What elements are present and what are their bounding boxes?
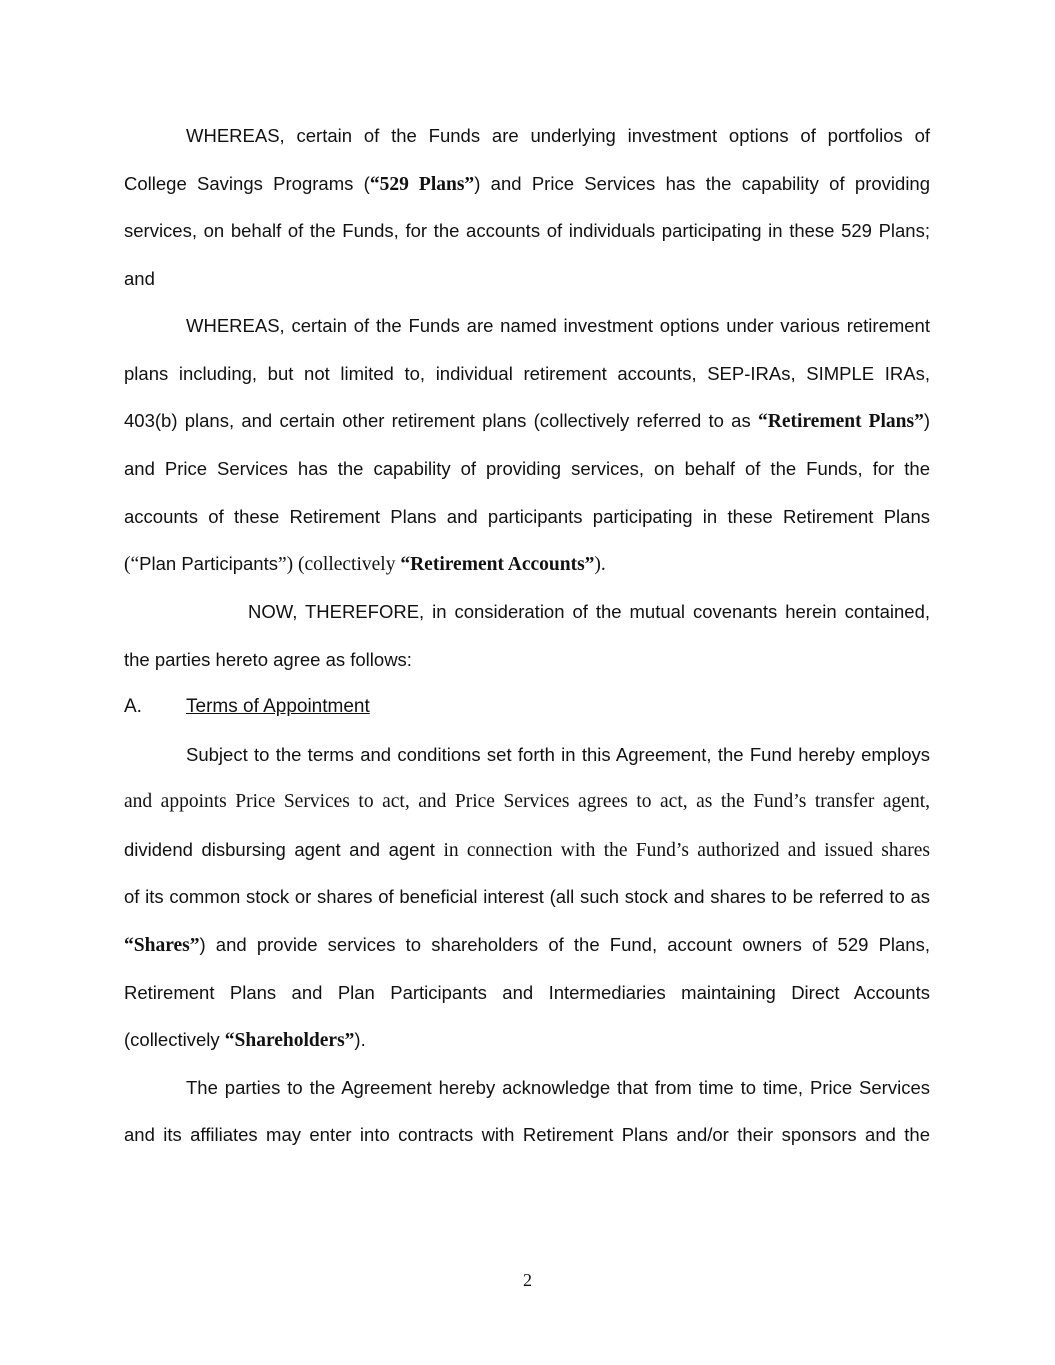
paragraph-3-line-1: NOW, THEREFORE, in consideration of the mutual covenants herein contained, — [248, 601, 930, 622]
paragraph-5-line-2: and its affiliates may enter into contracts with Retirement Plans and/or their sponsors and the — [124, 1124, 930, 1145]
text-segment: ) and provide services to shareholders of the Fund, account owners of 529 Plans, — [199, 934, 930, 955]
text-segment: ) and Price Services has the capability of providing — [474, 173, 931, 194]
section-a-title: Terms of Appointment — [186, 696, 370, 717]
paragraph-1-line-1: WHEREAS, certain of the Funds are underlying investment options of portfolios of — [186, 125, 930, 146]
text-segment: 403(b) plans, and certain other retirement plans (collectively referred to as — [124, 410, 758, 431]
paragraph-4-line-1: Subject to the terms and conditions set forth in this Agreement, the Fund hereby employs — [186, 744, 930, 765]
text-segment: ). — [594, 554, 606, 575]
paragraph-1-line-3: services, on behalf of the Funds, for the accounts of individuals participating in these 529 Plans; — [124, 220, 930, 241]
paragraph-2-line-4: and Price Services has the capability of providing services, on behalf of the Funds, for the — [124, 458, 930, 479]
text-segment: (collectively — [124, 1029, 225, 1050]
paragraph-2-line-3 — [124, 406, 930, 436]
defined-term-retirement-plans: “Retirement Plans” — [757, 411, 924, 432]
defined-term-shareholders: “Shareholders” — [224, 1030, 355, 1051]
paragraph-5-line-1: The parties to the Agreement hereby acknowledge that from time to time, Price Services — [186, 1077, 930, 1098]
text-segment: ). — [354, 1029, 366, 1050]
text-segment: ”) (collectively — [277, 554, 401, 575]
paragraph-4-line-6: Retirement Plans and Plan Participants and Intermediaries maintaining Direct Accounts — [124, 982, 930, 1003]
section-a-letter: A. — [124, 696, 142, 717]
paragraph-2-line-2: plans including, but not limited to, individual retirement accounts, SEP-IRAs, SIMPLE IRAs, — [124, 363, 930, 384]
text-segment: in connection with the Fund’s authorized and issued shares — [443, 840, 930, 861]
text-segment: dividend disbursing agent and agent — [124, 839, 444, 860]
paragraph-4-line-4: of its common stock or shares of beneficial interest (all such stock and shares to be referred to as — [124, 886, 930, 907]
page-number: 2 — [523, 1270, 532, 1290]
paragraph-2-line-5: accounts of these Retirement Plans and participants participating in these Retirement Plans — [124, 506, 930, 527]
paragraph-4-line-7 — [124, 1025, 930, 1055]
paragraph-2-line-1: WHEREAS, certain of the Funds are named investment options under various retirement — [186, 315, 930, 336]
paragraph-1-line-2 — [124, 169, 930, 199]
text-segment: ) — [923, 410, 930, 431]
paragraph-4-line-2: and appoints Price Services to act, and Price Services agrees to act, as the Fund’s transfer agent, — [124, 791, 930, 812]
defined-term-shares: “Shares” — [124, 935, 200, 956]
defined-term-retirement-accounts: “Retirement Accounts” — [400, 554, 595, 575]
defined-term-plan-participants: Plan Participants — [139, 553, 278, 574]
text-segment: (“ — [124, 554, 140, 575]
paragraph-4-line-3 — [124, 835, 930, 865]
defined-term-529-plans: “529 Plans” — [369, 174, 475, 195]
paragraph-1-line-4: and — [124, 268, 155, 289]
paragraph-2-line-6 — [124, 549, 930, 579]
text-segment: College Savings Programs ( — [124, 173, 370, 194]
paragraph-4-line-5 — [124, 930, 930, 960]
paragraph-3-line-2: the parties hereto agree as follows: — [124, 649, 412, 670]
